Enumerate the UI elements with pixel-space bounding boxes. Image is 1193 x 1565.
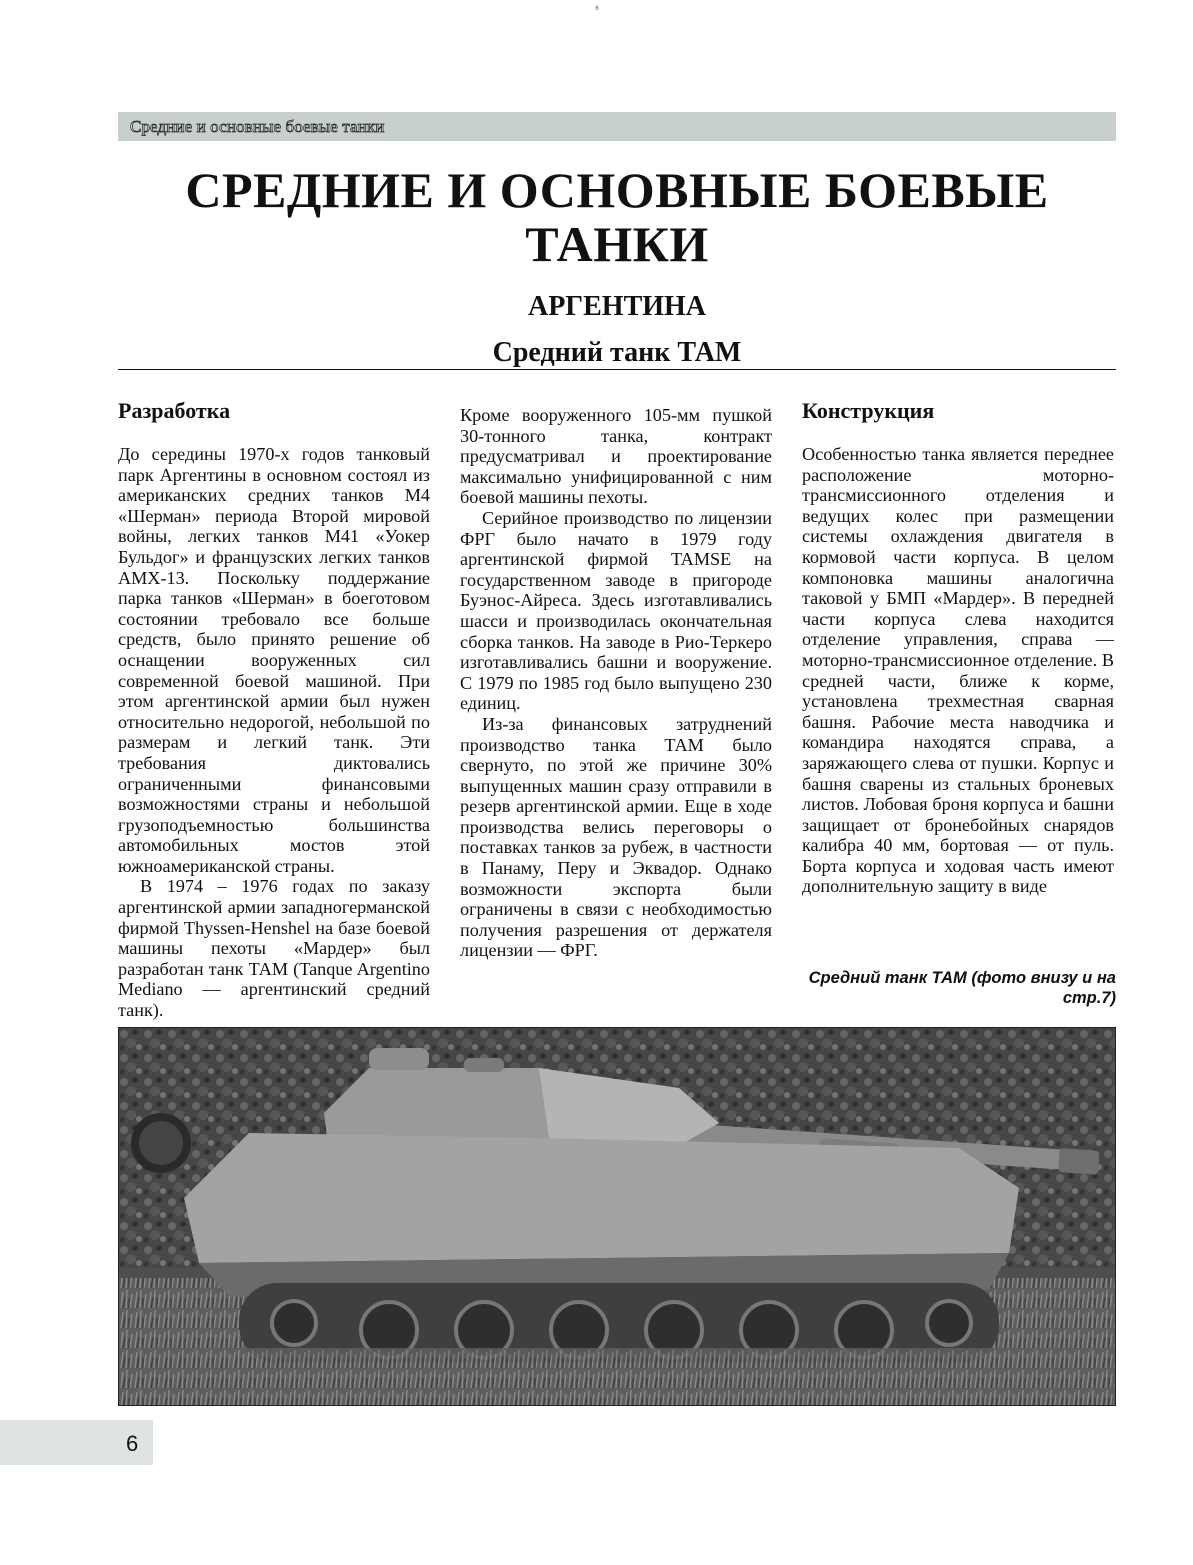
photo-caption: Средний танк ТАМ (фото внизу и на стр.7) — [808, 969, 1116, 1007]
page-number: 6 — [126, 1431, 139, 1456]
middle-column — [460, 405, 772, 961]
right-paragraph-1: Особенностью танка является переднее расположение моторно-трансмиссионного отделения и ведущих колес при размещении системы охлаждения двигателя в кормовой части корпуса. В целом компоновка машины аналогична таковой у БМП «Мардер». В передней части корпуса слева находится отделение управления, справа — моторно-трансмиссионное отделение. В средней части, ближе к корме, установлена трехместная сварная башня. Рабочие места наводчика и командира находятся справа, а заряжающего слева от пушки. Корпус и башня сварены из стальных броневых листов. Лобовая броня корпуса и башни защищает от бронебойных снарядов калибра 40 мм, бортовая — от пуль. Борта корпуса и ходовая часть имеют дополнительную защиту в виде — [802, 444, 1114, 897]
section-header-label: Средние и основные боевые танки — [130, 117, 385, 136]
title-divider — [118, 369, 1116, 370]
construction-heading: Конструкция — [802, 398, 935, 423]
top-folio-number: 6 — [595, 6, 599, 12]
right-column — [802, 398, 1114, 897]
country-heading: АРГЕНТИНА — [527, 291, 707, 322]
middle-paragraph-1: Кроме вооруженного 105-мм пушкой 30-тонного танка, контракт предусматривал и проектирование максимально унифицированной с ним боевой машины пехоты. — [460, 405, 772, 508]
middle-paragraph-2: Серийное производство по лицензии ФРГ было начато в 1979 году аргентинской фирмой TAMSE на государственном заводе в пригороде Буэнос-Айреса. Здесь изготавливались шасси и производилась окончательная сборка танков. На заводе в Рио-Теркеро изготавливались башни и вооружение. С 1979 по 1985 год было выпущено 230 единиц. — [460, 507, 772, 714]
left-paragraph-2: В 1974 – 1976 годах по заказу аргентинской армии западногерманской фирмой Thyssen-Henshel на базе боевой машины пехоты «Мардер» был разработан танк ТАМ (Tanque Argentino Mediano — аргентинский средний танк). — [118, 876, 430, 1021]
section-header-band — [118, 112, 1116, 141]
tank-photo — [118, 1027, 1116, 1406]
middle-paragraph-3: Из-за финансовых затруднений производство танка ТАМ было свернуто, по этой же причине 30% выпущенных машин сразу отправили в резерв аргентинской армии. Еще в ходе производства велись переговоры о поставках танков за рубеж, в частности в Панаму, Перу и Эквадор. Однако возможности экспорта были ограничены в связи с необходимостью получения разрешения от держателя лицензии — ФРГ. — [460, 713, 772, 961]
tank-title: Средний танк ТАМ — [492, 337, 742, 368]
page-title: СРЕДНИЕ И ОСНОВНЫЕ БОЕВЫЕ ТАНКИ — [185, 162, 1049, 272]
development-heading: Разработка — [118, 398, 231, 423]
left-paragraph-1: До середины 1970-х годов танковый парк Аргентины в основном состоял из американских средних танков М4 «Шерман» периода Второй мировой войны, легких танков М41 «Уокер Бульдог» и французских легких танков АМХ-13. Поскольку поддержание парка танков «Шерман» в боеготовом состоянии требовало все больше средств, было принято решение об оснащении вооруженных сил современной боевой машиной. При этом аргентинской армии был нужен относительно недорогой, небольшой по размерам и легкий танк. Эти требования диктовались ограниченными финансовыми возможностями страны и небольшой грузоподъемностью большинства автомобильных мостов этой южноамериканской страны. — [118, 444, 430, 876]
left-column — [118, 398, 430, 1021]
